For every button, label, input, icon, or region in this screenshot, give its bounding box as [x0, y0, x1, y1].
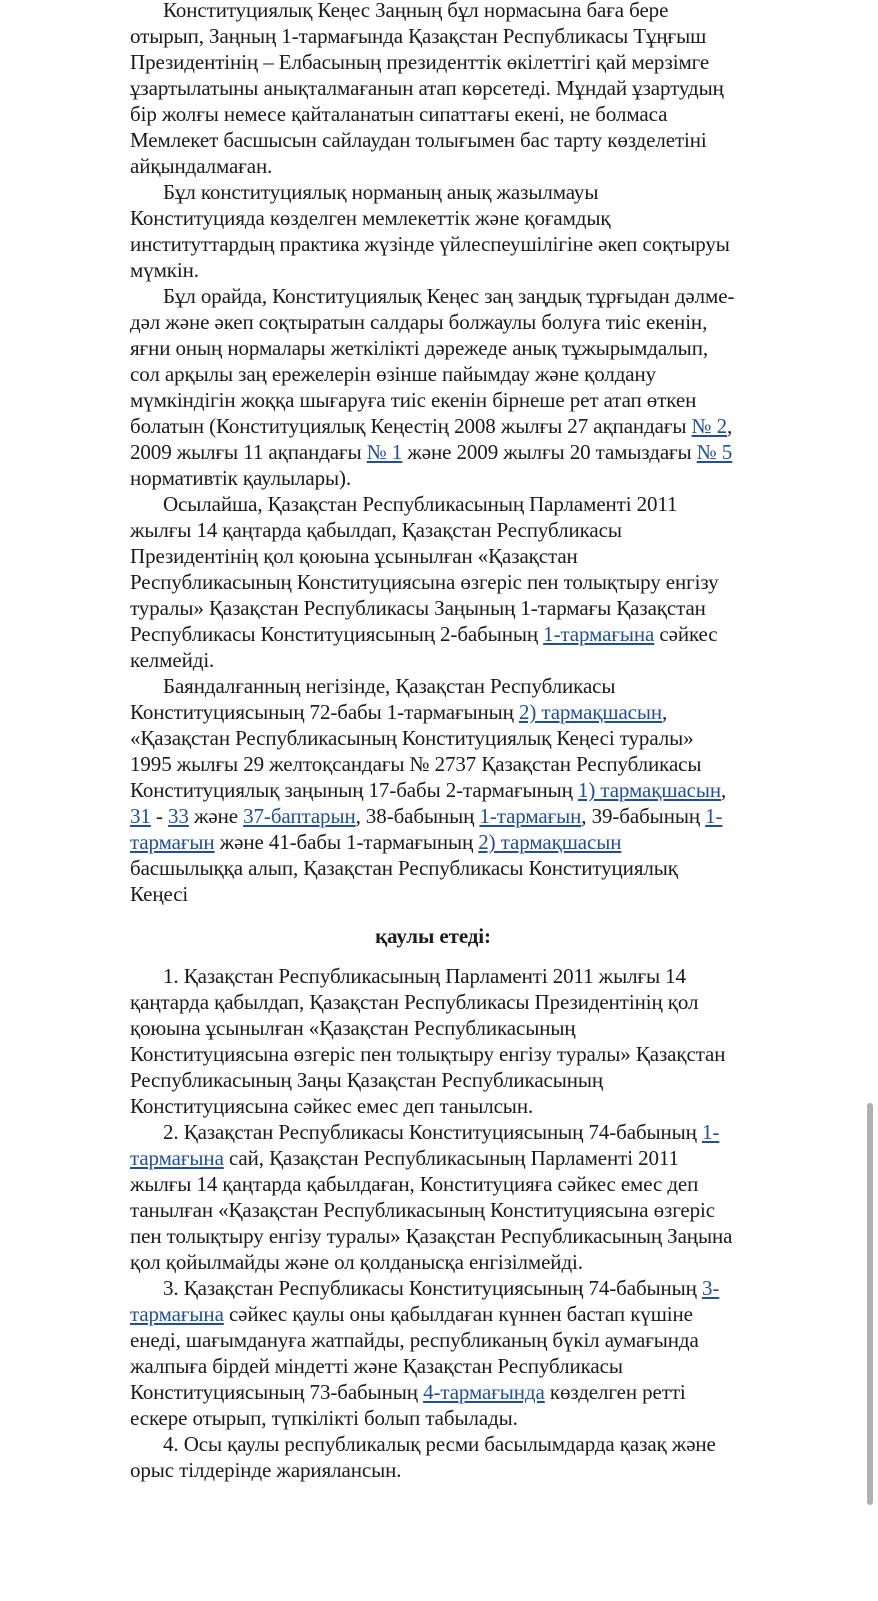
reference-link[interactable]: 3-тармағына [130, 1276, 720, 1326]
text-segment: басшылыққа алып, Қазақстан Республикасы Конституциялық Кеңесі [130, 856, 678, 906]
text-segment: , 38-бабының [355, 804, 480, 828]
text-segment: Бұл конституциялық норманың анық жазылмауы Конституцияда көзделген мемлекеттік және қоғамдық институттардың практика жүзінде үйлеспеушілігіне әкеп соқтыруы мүмкін. [130, 180, 730, 282]
reference-link[interactable]: № 2 [691, 414, 728, 438]
resolution-item-2 [130, 1119, 736, 1275]
document-body [130, 0, 736, 1483]
text-segment: және 41-бабы 1-тармағының [214, 830, 479, 854]
paragraph [130, 179, 736, 283]
text-segment: Осылайша, Қазақстан Республикасының Парламенті 2011 жылғы 14 қаңтарда қабылдап, Қазақстан Республикасы Президентінің қол қоюына ұсынылған «Қазақстан Республикасының Конституциясына өзгеріс пен толықтыру енгізу туралы» Қазақстан Республикасы Заңының 1-тармағы Қазақстан Республикасы Конституциясының 2-бабының [130, 492, 719, 646]
paragraph [130, 283, 736, 491]
text-segment: 1. Қазақстан Республикасының Парламенті 2011 жылғы 14 қаңтарда қабылдап, Қазақстан Республикасы Президентінің қол қоюына ұсынылған «Қазақстан Республикасының Конституциясына өзгеріс пен толықтыру енгізу туралы» Қазақстан Республикасының Заңы Қазақстан Республикасының Конституциясына сәйкес емес деп танылсын. [130, 964, 726, 1118]
reference-link[interactable]: № 1 [366, 440, 403, 464]
reference-link[interactable]: 2) тармақшасын [478, 830, 622, 854]
text-segment: , «Қазақстан Республикасының Конституциялық Кеңесі туралы» 1995 жылғы 29 желтоқсандағы № 2737 Қазақстан Республикасы Конституциялық заңының 17-бабы 2-тармағының [130, 700, 702, 802]
resolution-heading: қаулы етеді: [375, 924, 491, 948]
resolution-item-3 [130, 1275, 736, 1431]
text-segment: көзделген ретті ескере отырып, түпкілікті болып табылады. [130, 1380, 686, 1430]
text-segment: 4. Осы қаулы республикалық ресми басылымдарда қазақ және орыс тілдерінде жариялансын. [130, 1432, 716, 1482]
text-segment: - [150, 804, 169, 828]
reference-link[interactable]: 31 [130, 804, 151, 828]
paragraph [130, 673, 736, 907]
reference-link[interactable]: 1-тармағын [130, 804, 723, 854]
text-segment: және 2009 жылғы 20 тамыздағы [402, 440, 697, 464]
resolution-item-1 [130, 963, 736, 1119]
reference-link[interactable]: 1-тармағына [543, 622, 655, 646]
paragraph [130, 0, 736, 179]
paragraph [130, 491, 736, 673]
reference-link[interactable]: 1-тармағына [130, 1120, 720, 1170]
text-segment: , 2009 жылғы 11 ақпандағы [130, 414, 733, 464]
reference-link[interactable]: № 5 [696, 440, 733, 464]
text-segment: , [721, 778, 727, 802]
scrollbar-thumb[interactable] [867, 1103, 873, 1505]
reference-link[interactable]: 2) тармақшасын [518, 700, 663, 724]
text-segment: 3. Қазақстан Республикасы Конституциясының 74-бабының [163, 1276, 702, 1300]
text-segment: және [188, 804, 244, 828]
reference-link[interactable]: 33 [168, 804, 189, 828]
text-segment: Конституциялық Кеңес Заңның бұл нормасына баға бере отырып, Заңның 1-тармағында Қазақстан Республикасы Тұңғыш Президентінің – Елбасының президенттік өкілеттігі қай мерзімге ұзартылатыны анықталмағанын атап көрсетеді. Мұндай ұзартудың бір жолғы немесе қайталанатын сипаттағы екені, не болмаса Мемлекет басшысын сайлаудан толығымен бас тарту көзделетіні айқындалмаған. [130, 0, 724, 178]
resolution-item-4 [130, 1431, 736, 1483]
text-segment: 2. Қазақстан Республикасы Конституциясының 74-бабының [163, 1120, 702, 1144]
reference-link[interactable]: 37-баптарын [243, 804, 356, 828]
reference-link[interactable]: 1) тармақшасын [577, 778, 722, 802]
reference-link[interactable]: 4-тармағында [423, 1380, 545, 1404]
text-segment: , 39-бабының [581, 804, 706, 828]
text-segment: сәйкес келмейді. [130, 622, 718, 672]
vertical-scrollbar[interactable] [862, 0, 878, 1601]
text-segment: Баяндалғанның негізінде, Қазақстан Республикасы Конституциясының 72-бабы 1-тармағының [130, 674, 616, 724]
text-segment: сәйкес қаулы оны қабылдаған күннен бастап күшіне енеді, шағымдануға жатпайды, республиканың бүкіл аумағында жалпыға бірдей міндетті және Қазақстан Республикасы Конституциясының 73-бабының [130, 1302, 699, 1404]
text-segment: нормативтік қаулылары). [130, 466, 352, 490]
text-segment: сай, Қазақстан Республикасының Парламенті 2011 жылғы 14 қаңтарда қабылдаған, Конституцияға сәйкес емес деп танылған «Қазақстан Республикасының Конституциясына өзгеріс пен толықтыру енгізу туралы» Қазақстан Республикасының Заңына қол қойылмайды және ол қолданысқа енгізілмейді. [130, 1146, 733, 1274]
text-segment: Бұл орайда, Конституциялық Кеңес заң заңдық тұрғыдан дәлме-дәл және әкеп соқтыратын салдары болжаулы болуға тиіс екенін, яғни оның нормалары жеткілікті дәрежеде анық тұжырымдалып, сол арқылы заң ережелерін өзінше пайымдау және қолдану мүмкіндігін жоққа шығаруға тиіс екенін бірнеше рет атап өткен болатын (Конституциялық Кеңестің 2008 жылғы 27 ақпандағы [130, 284, 735, 438]
reference-link[interactable]: 1-тармағын [479, 804, 582, 828]
